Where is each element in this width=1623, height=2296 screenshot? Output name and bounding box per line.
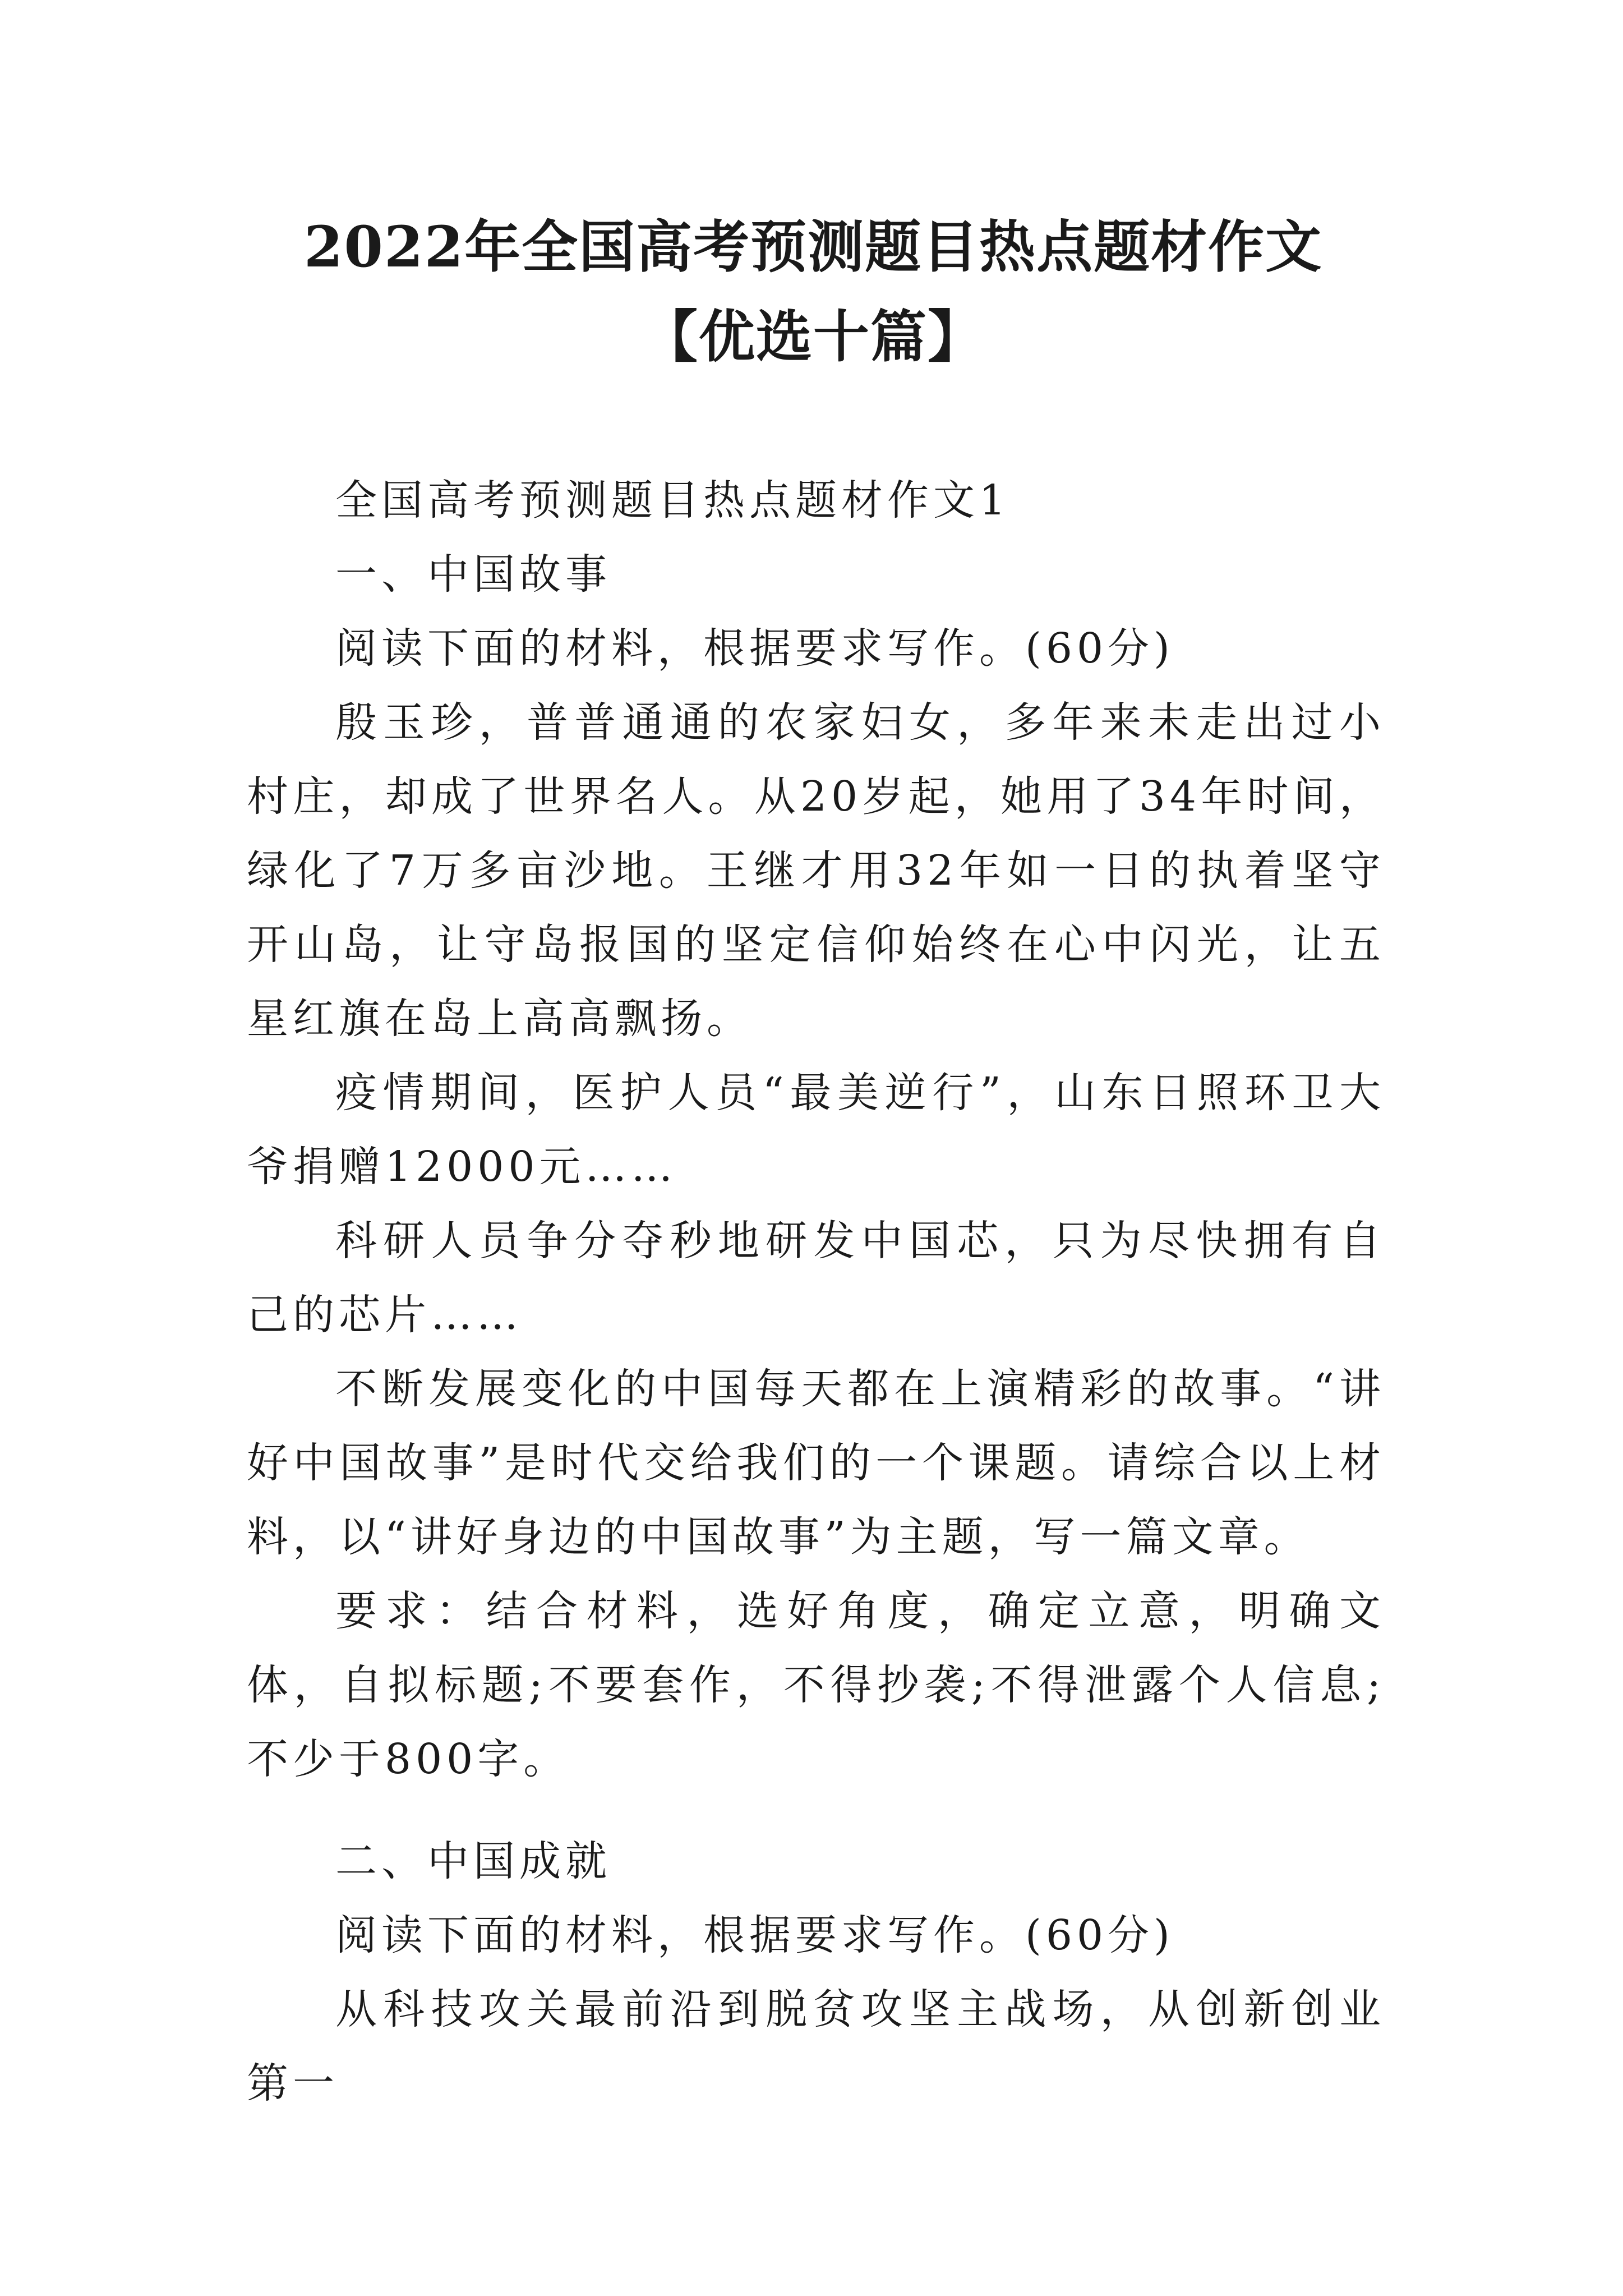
instruction-paragraph: 阅读下面的材料，根据要求写作。(60分) (335, 624, 1174, 673)
prompt-paragraph: 不断发展变化的中国每天都在上演精彩的故事。“讲好中国故事”是时代交给我们的一个课题。请综合以上材料，以“讲好身边的中国故事”为主题，写一篇文章。 (247, 1365, 1385, 1561)
section-heading: 一、中国故事 (335, 550, 611, 599)
instruction-paragraph: 阅读下面的材料，根据要求写作。(60分) (335, 1911, 1174, 1959)
material-paragraph: 殷玉珍，普普通通的农家妇女，多年来未走出过小村庄，却成了世界名人。从20岁起，她用了34年时间，绿化了7万多亩沙地。王继才用32年如一日的执着坚守开山岛，让守岛报国的坚定信仰始终在心中闪光，让五星红旗在岛上高高飘扬。 (247, 698, 1385, 1043)
material-paragraph: 从科技攻关最前沿到脱贫攻坚主战场，从创新创业第一 (247, 1985, 1385, 2108)
document-body (247, 463, 1385, 2120)
section-heading: 二、中国成就 (335, 1837, 611, 1885)
document-title: 2022年全国高考预测题目热点题材作文【优选十篇】 (303, 214, 1323, 370)
material-paragraph: 疫情期间，医护人员“最美逆行”，山东日照环卫大爷捐赠12000元…… (247, 1069, 1385, 1191)
essay-heading: 全国高考预测题目热点题材作文1 (335, 476, 1011, 524)
requirements-paragraph: 要求：结合材料，选好角度，确定立意，明确文体，自拟标题;不要套作，不得抄袭;不得泄露个人信息;不少于800字。 (247, 1587, 1385, 1783)
material-paragraph: 科研人员争分夺秒地研发中国芯，只为尽快拥有自己的芯片…… (247, 1217, 1385, 1339)
